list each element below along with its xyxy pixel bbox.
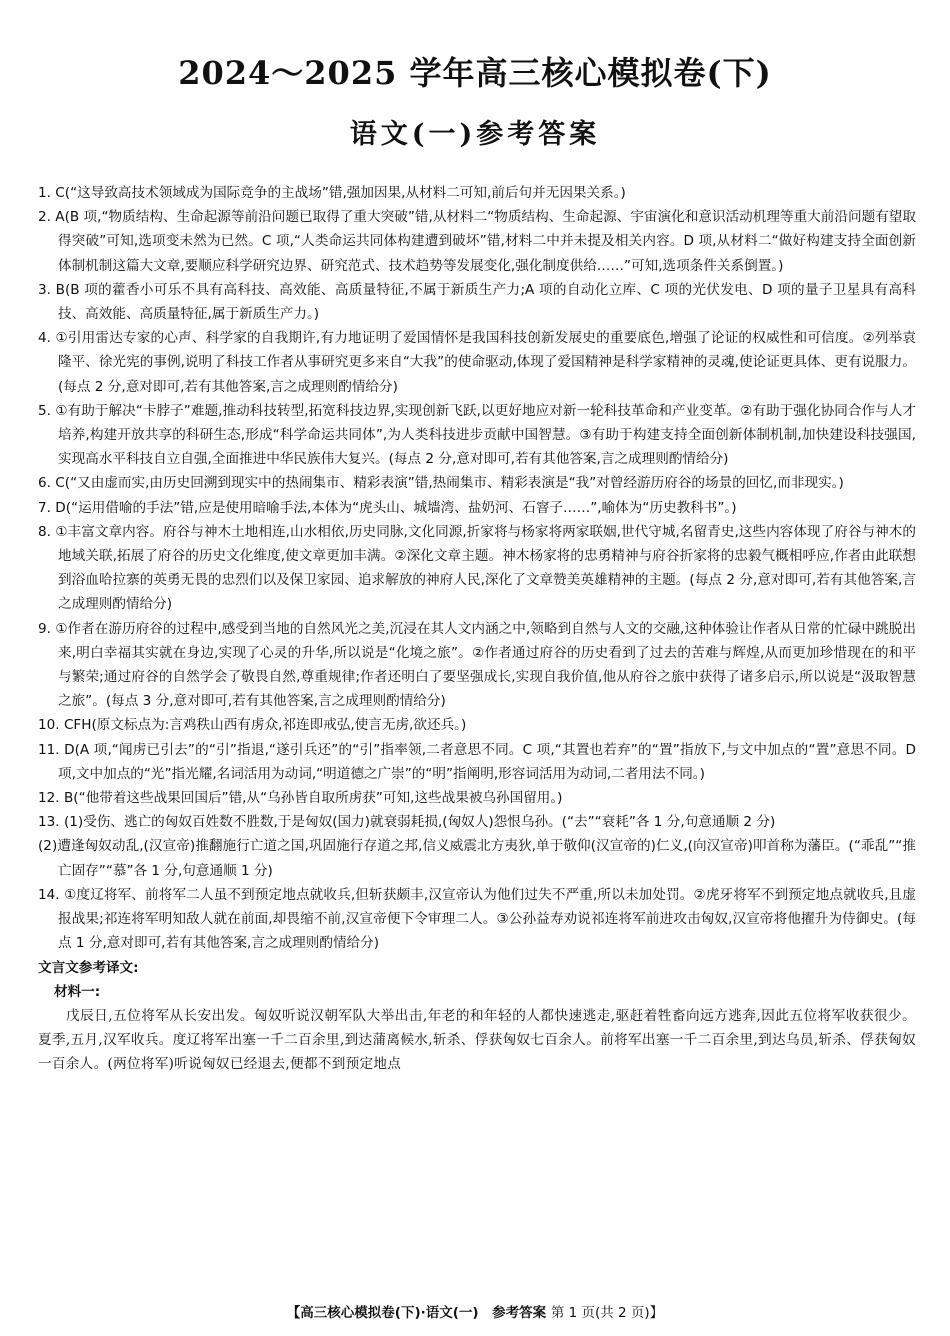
answer-item-6: 6. C(“又由虚而实,由历史回溯到现实中的热闹集市、精彩表演”错,热闹集市、精彩表演是“我”对曾经游历府谷的场景的回忆,而非现实。) (38, 475, 844, 492)
answers-body (38, 181, 916, 1077)
answer-item-12: 12. B(“他带着这些战果回国后”错,从“乌孙皆自取所虏获”可知,这些战果被乌孙国留用。) (38, 790, 563, 807)
answer-item-2: 2. A(B 项,“物质结构、生命起源等前沿问题已取得了重大突破”错,从材料二“物质结构、生命起源、宇宙演化和意识活动机理等重大前沿问题有望取得突破”可知,选项变未然为已然。C 项,“人类命运共同体构建遭到破坏”错,材料二中并未提及相关内容。D 项,从材料二“做好构建支持全面创新体制机制这篇大文章,要顺应科学研究边界、研究范式、技术趋势等发展变化,强化制度供给……”可知,选项条件关系倒置。) (38, 209, 916, 274)
page-title: 2024～2025 学年高三核心模拟卷(下) (178, 54, 772, 92)
answer-item-4: 4. ①引用雷达专家的心声、科学家的自我期许,有力地证明了爱国情怀是我国科技创新发展史的重要底色,增强了论证的权威性和可信度。②列举袁隆平、徐光宪的事例,说明了科技工作者从事研究更多来自“大我”的使命驱动,体现了爱国精神是科学家精神的灵魂,使论证更具体、更有说服力。(每点 2 分,意对即可,若有其他答案,言之成理则酌情给分) (38, 330, 916, 395)
page-subtitle: 语文(一)参考答案 (349, 119, 601, 150)
answer-item-13 (38, 810, 916, 883)
answer-item-5: 5. ①有助于解决“卡脖子”难题,推动科技转型,拓宽科技边界,实现创新飞跃,以更好地应对新一轮科技革命和产业变革。②有助于强化协同合作与人才培养,构建开放共享的科研生态,形成“科学命运共同体”,为人类科技进步贡献中国智慧。③有助于构建支持全面创新体制机制,加快建设科技强国,实现高水平科技自立自强,全面推进中华民族伟大复兴。(每点 2 分,意对即可,若有其他答案,言之成理则酌情给分) (38, 402, 916, 468)
answer-item-14: 14. ①度辽将军、前将军二人虽不到预定地点就收兵,但斩获颇丰,汉宣帝认为他们过失不严重,所以未加处罚。②虎牙将军不到预定地点就收兵,且虚报战果;祁连将军明知敌人就在前面,却畏缩不前,汉宣帝便下令审理二人。③公孙益寿劝说祁连将军前进攻击匈奴,汉宣帝将他擢升为侍御史。(每点 1 分,意对即可,若有其他答案,言之成理则酌情给分) (38, 886, 916, 952)
material-label: 材料一: (54, 983, 101, 1000)
page-footer (0, 1301, 950, 1321)
translation-text: 戊辰日,五位将军从长安出发。匈奴听说汉朝军队大举出击,年老的和年轻的人都快速逃走,驱赶着牲畜向远方逃奔,因此五位将军收获很少。夏季,五月,汉军收兵。度辽将军出塞一千二百余里,到达蒲离候水,斩杀、俘获匈奴七百余人。前将军出塞一千二百余里,到达乌员,斩杀、俘获匈奴一百余人。(两位将军)听说匈奴已经退去,便都不到预定地点 (38, 1007, 916, 1073)
answer-item-7: 7. D(“运用借喻的手法”错,应是使用暗喻手法,本体为“虎头山、城墙湾、盐奶河、石窨子……”,喻体为“历史教科书”。) (38, 499, 737, 516)
answer-item-13-part-1: 13. (1)受伤、逃亡的匈奴百姓数不胜数,于是匈奴(国力)就衰弱耗损,(匈奴人)怨恨乌孙。(“去”“衰耗”各 1 分,句意通顺 2 分) (38, 814, 776, 831)
answer-item-1: 1. C(“这导致高技术领域成为国际竞争的主战场”错,强加因果,从材料二可知,前后句并无因果关系。) (38, 185, 626, 201)
answer-item-3: 3. B(B 项的藿香小可乐不具有高科技、高效能、高质量特征,不属于新质生产力;A 项的自动化立库、C 项的光伏发电、D 项的量子卫星具有高科技、高效能、高质量特征,属于新质生产力。) (38, 281, 916, 323)
answer-item-13-part-2: (2)遭逢匈奴动乱,(汉宣帝)推翻施行亡道之国,巩固施行存道之邦,信义威震北方夷狄,单于敬仰(汉宣帝的)仁义,(向汉宣帝)叩首称为藩臣。(“乖乱”“推亡固存”“慕”各 1 分,句意通顺 1 分) (38, 838, 916, 879)
footer-label: 【高三核心模拟卷(下)·语文(一) 参考答案 (286, 1305, 547, 1321)
translation-heading: 文言文参考译文: (38, 959, 139, 976)
answer-item-8: 8. ①丰富文章内容。府谷与神木土地相连,山水相依,历史同脉,文化同源,折家将与杨家将两家联姻,世代守城,名留青史,这些内容体现了府谷与神木的地域关联,拓展了府谷的历史文化维度,使文章更加丰满。②深化文章主题。神木杨家将的忠勇精神与府谷折家将的忠毅气概相呼应,作者由此联想到浴血哈拉寨的英勇无畏的忠烈们以及保卫家园、追求解放的神府人民,深化了文章赞美英雄精神的主题。(每点 2 分,意对即可,若有其他答案,言之成理则酌情给分) (38, 523, 916, 613)
answer-item-9: 9. ①作者在游历府谷的过程中,感受到当地的自然风光之美,沉浸在其人文内涵之中,领略到自然与人文的交融,这种体验让作者从日常的忙碌中跳脱出来,明白幸福其实就在身边,实现了心灵的升华,所以说是“化境之旅”。②作者通过府谷的历史看到了过去的苦难与辉煌,从而更加珍惜现在的和平与繁荣;通过府谷的自然学会了敬畏自然,尊重规律;作者还明白了要坚强成长,实现自我价值,他从府谷之旅中获得了诸多启示,所以说是“汲取智慧之旅”。(每点 3 分,意对即可,若有其他答案,言之成理则酌情给分) (38, 620, 916, 710)
answer-item-10: 10. CFH(原文标点为:言鸡秩山西有虏众,祁连即戒弘,使言无虏,欲还兵。) (38, 717, 467, 734)
answer-item-11: 11. D(A 项,“闻虏已引去”的“引”指退,“遂引兵还”的“引”指率领,二者意思不同。C 项,“其置也若弃”的“置”指放下,与文中加点的“置”意思不同。D 项,文中加点的“光”指光耀,名词活用为动词,“明道德之广崇”的“明”指阐明,形容词活用为动词,二者用法不同。) (38, 741, 916, 782)
footer-page-number: 第 1 页(共 2 页)】 (550, 1305, 664, 1321)
